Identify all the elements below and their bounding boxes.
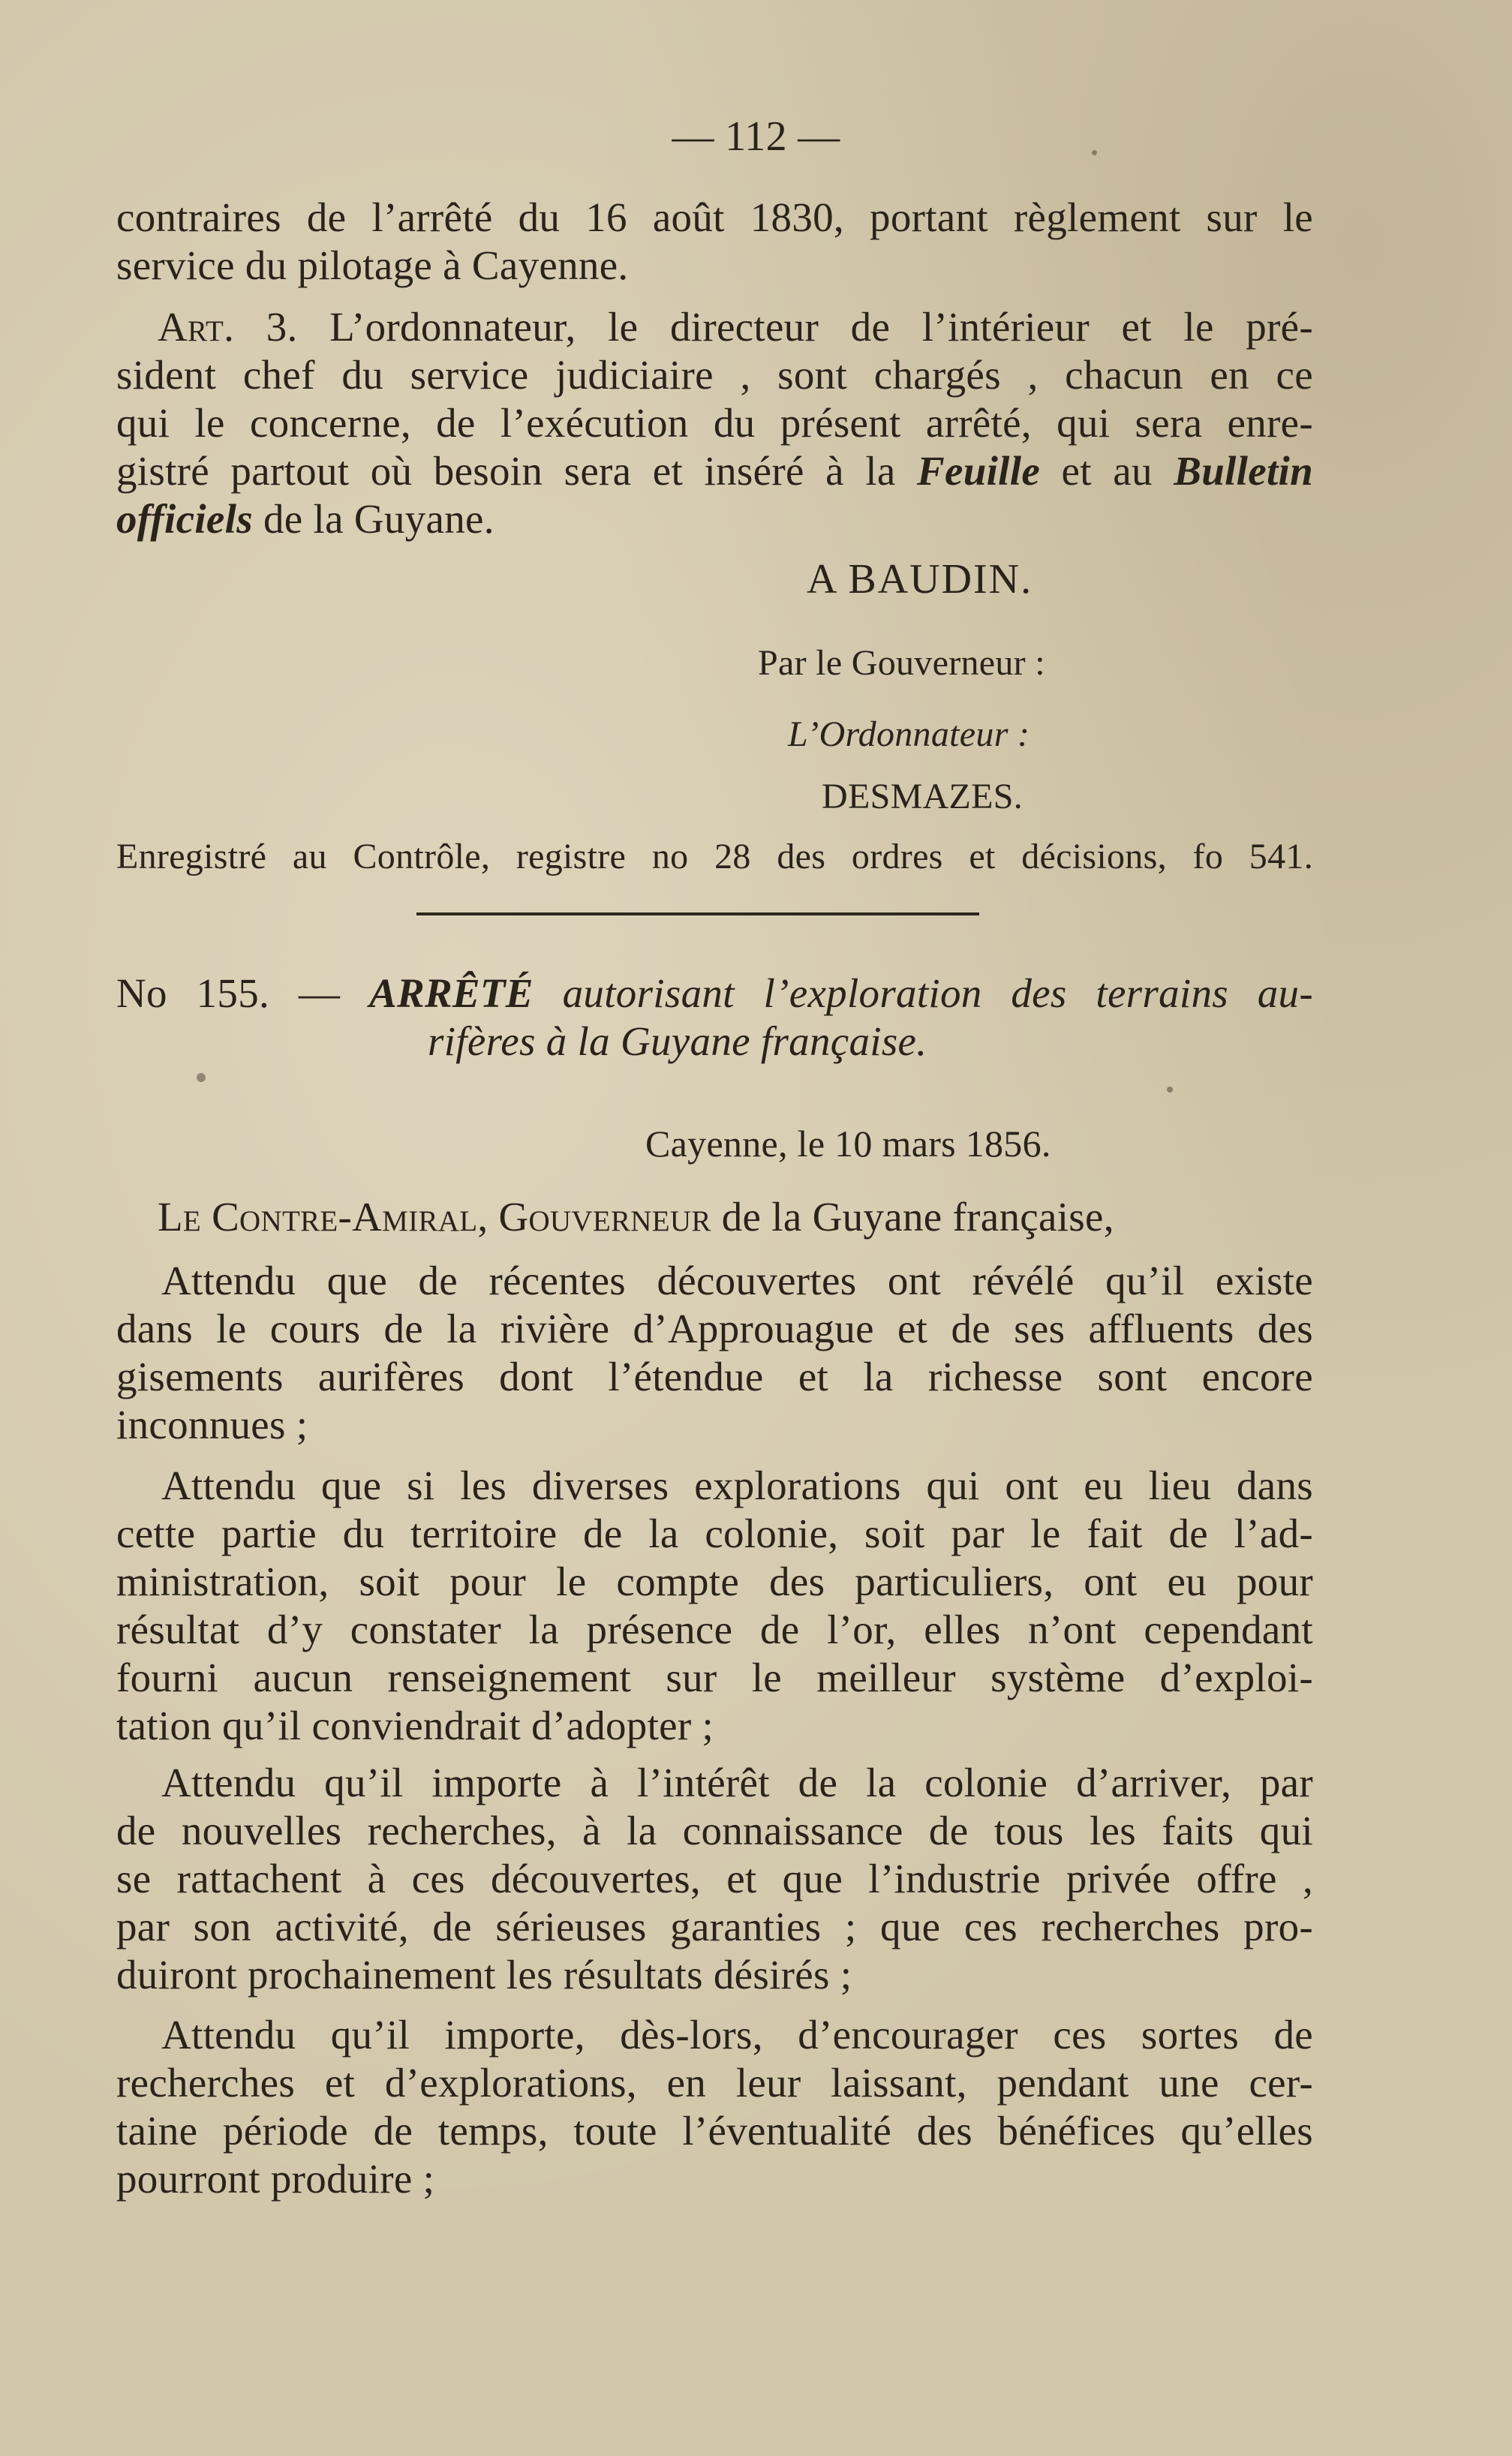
ink-speck <box>197 1073 206 1082</box>
ordonnateur-label: L’Ordonnateur : <box>788 714 1030 754</box>
decree-dash: — <box>298 970 341 1016</box>
text-line: contraires de l’arrêté du 16 août 1830, portant règlement sur le <box>116 194 1313 240</box>
signature-name: A BAUDIN. <box>807 556 1033 603</box>
text-span: et au <box>1061 448 1153 494</box>
feuille-title: Feuille <box>917 448 1041 494</box>
article-3-line <box>116 495 494 543</box>
text-line: taine période de temps, toute l’éventualité des bénéfices qu’elles <box>116 2108 1313 2154</box>
text-line: dans le cours de la rivière d’Approuague et de ses affluents des <box>116 1306 1313 1351</box>
section-divider <box>416 912 979 915</box>
text-line: par son activité, de sérieuses garanties ; que ces recherches pro- <box>116 1904 1313 1949</box>
ordonnateur-name: DESMAZES. <box>822 777 1024 816</box>
text-line: qui le concerne, de l’exécution du présent arrêté, qui sera enre- <box>116 400 1313 446</box>
bulletin-title: Bulletin <box>1174 448 1313 494</box>
page-number: — 112 — <box>672 113 840 160</box>
text-line: ministration, soit pour le compte des particuliers, ont eu pour <box>116 1559 1313 1604</box>
officiels-word: officiels <box>116 496 253 542</box>
text-span: L’ordonnateur, le directeur de l’intérieur et le pré- <box>329 304 1313 350</box>
text-line: de nouvelles recherches, à la connaissance de tous les faits qui <box>116 1808 1313 1853</box>
preamble: Le Contre-Amiral, Gouverneur de la Guyane française, <box>158 1194 1114 1240</box>
text-line: recherches et d’explorations, en leur laissant, pendant une cer- <box>116 2060 1313 2106</box>
text-line: Attendu qu’il importe à l’intérêt de la colonie d’arriver, par <box>161 1760 1313 1805</box>
decree-heading <box>116 969 1313 1018</box>
text-span: gistré partout où besoin sera et inséré à la <box>116 448 896 494</box>
text-line: Attendu que si les diverses explorations qui ont eu lieu dans <box>161 1462 1313 1508</box>
text-line: résultat d’y constater la présence de l’or, elles n’ont cependant <box>116 1607 1313 1652</box>
text-line: Attendu que de récentes découvertes ont révélé qu’il existe <box>161 1258 1313 1303</box>
decree-title: autorisant l’exploration des terrains au- <box>562 970 1313 1016</box>
preamble-gouverneur: Gouverneur <box>498 1194 711 1240</box>
article-3-line <box>116 447 1313 495</box>
text-line: inconnues ; <box>116 1402 308 1447</box>
place-date: Cayenne, le 10 mars 1856. <box>645 1123 1051 1165</box>
text-line: Attendu qu’il importe, dès-lors, d’encourager ces sortes de <box>161 2012 1313 2058</box>
text-line: se rattachent à ces découvertes, et que l’industrie privée offre , <box>116 1856 1313 1901</box>
text-line: sident chef du service judiciaire , sont chargés , chacun en ce <box>116 352 1313 398</box>
par-le-gouverneur: Par le Gouverneur : <box>758 643 1045 683</box>
text-line: service du pilotage à Cayenne. <box>116 242 629 288</box>
text-line: cette partie du territoire de la colonie, soit par le fait de l’ad- <box>116 1511 1313 1556</box>
article-3-line <box>158 303 1313 351</box>
text-line: gisements aurifères dont l’étendue et la richesse sont encore <box>116 1354 1313 1399</box>
text-span: de la Guyane française, <box>721 1194 1114 1240</box>
registration-note: Enregistré au Contrôle, registre no 28 des ordres et décisions, fo 541. <box>116 837 1313 876</box>
article-label: Art. 3. <box>158 304 298 350</box>
text-line: tation qu’il conviendrait d’adopter ; <box>116 1703 714 1748</box>
ink-speck <box>1167 1087 1173 1093</box>
decree-arrete: ARRÊTÉ <box>368 970 534 1016</box>
preamble-title: Le Contre-Amiral <box>158 1194 478 1240</box>
text-span: de la Guyane. <box>263 496 494 542</box>
decree-number: No 155. <box>116 970 270 1016</box>
text-line: pourront produire ; <box>116 2156 435 2202</box>
text-line: fourni aucun renseignement sur le meilleur système d’exploi- <box>116 1655 1313 1700</box>
text-line: duiront prochainement les résultats désirés ; <box>116 1952 852 1998</box>
decree-title-line-2: rifères à la Guyane française. <box>428 1018 927 1064</box>
